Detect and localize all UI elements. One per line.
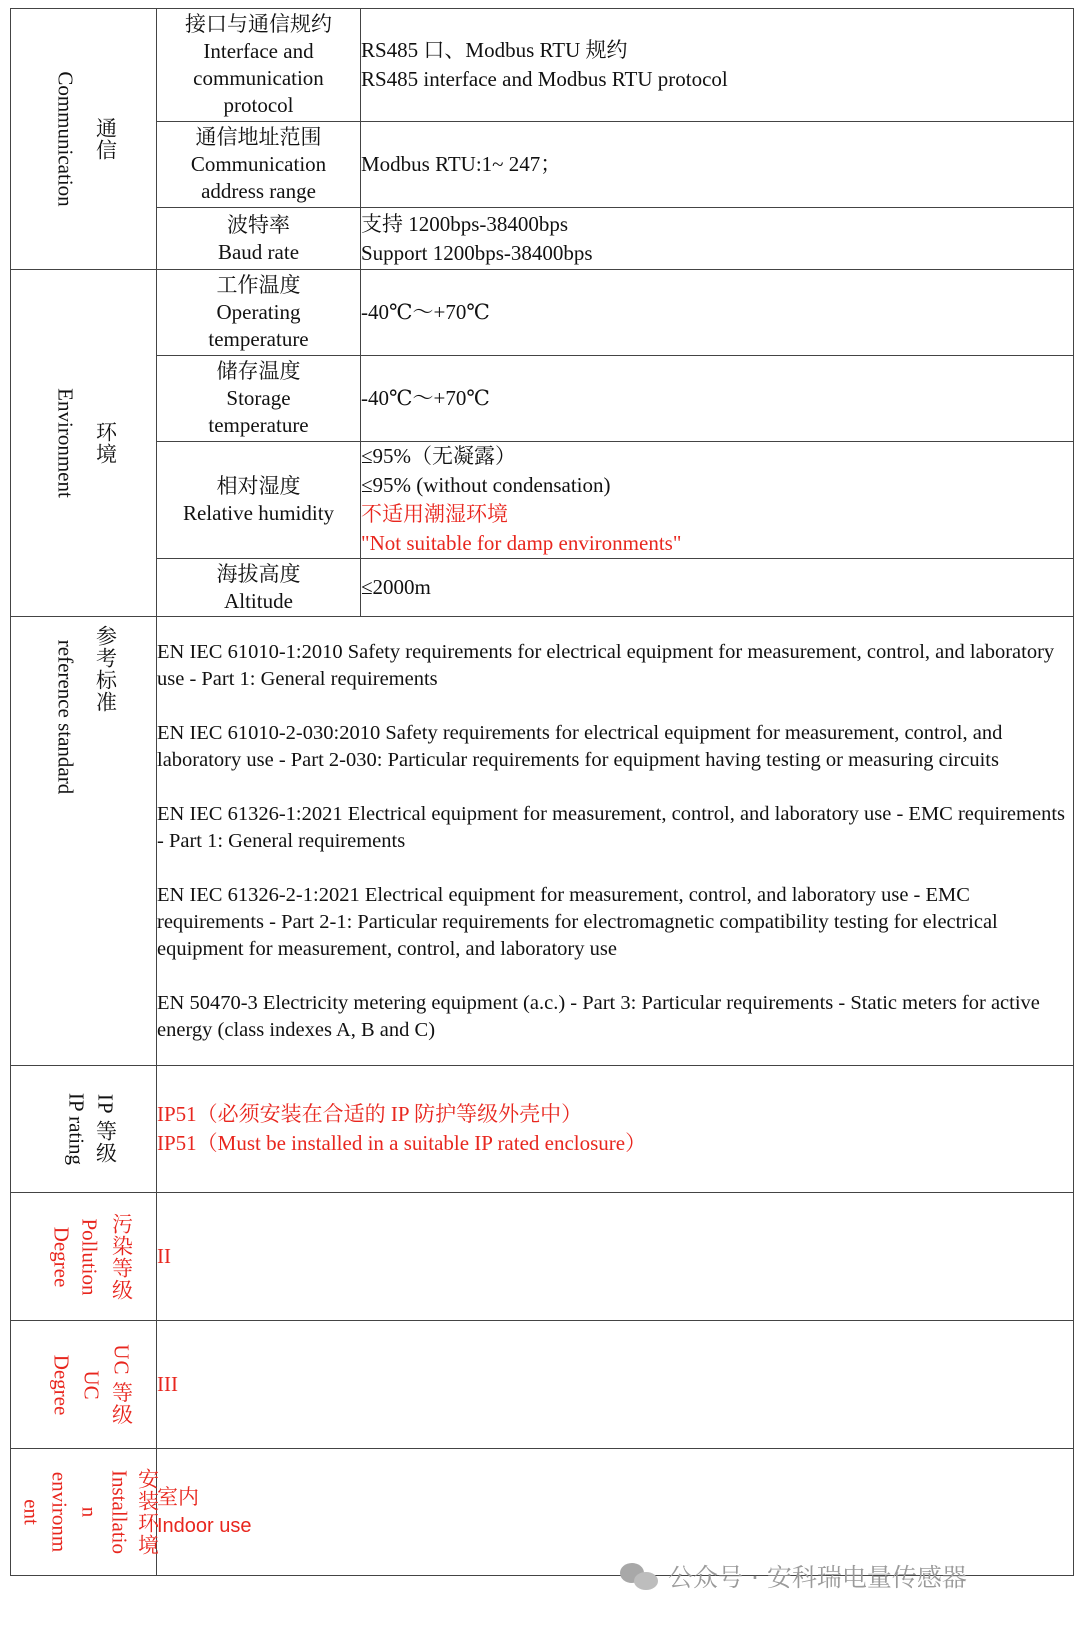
param-text: 相对湿度 bbox=[216, 474, 301, 498]
value-text: Indoor use bbox=[157, 1515, 252, 1537]
value-altitude bbox=[361, 559, 1074, 617]
value-text: 支持 1200bps-38400bps bbox=[361, 211, 569, 236]
param-text: communication bbox=[193, 66, 324, 90]
value-text: ≤95% (without condensation) bbox=[361, 473, 611, 497]
spec-table bbox=[10, 8, 1074, 1576]
group-communication bbox=[11, 9, 157, 270]
row-installation-environment bbox=[11, 1449, 1074, 1576]
group-installation-en-3: environm bbox=[47, 1471, 72, 1553]
group-pollution-en-1: Pollution bbox=[77, 1217, 102, 1296]
value-text: -40℃～+70℃ bbox=[361, 300, 490, 324]
param-text: protocol bbox=[223, 93, 294, 117]
param-text: 海拔高度 bbox=[216, 561, 301, 586]
value-uc-degree bbox=[157, 1321, 1074, 1449]
param-relative-humidity bbox=[157, 442, 361, 559]
value-text: ≤2000m bbox=[361, 575, 431, 599]
param-text: 储存温度 bbox=[216, 359, 301, 383]
value-text: RS485 interface and Modbus RTU protocol bbox=[361, 67, 728, 91]
param-text: Altitude bbox=[224, 588, 293, 613]
param-storage-temperature bbox=[157, 356, 361, 442]
group-installation-en-1: Installatio bbox=[107, 1470, 132, 1554]
group-ip-en: IP rating bbox=[64, 1092, 89, 1166]
row-storage-temperature bbox=[11, 356, 1074, 442]
value-text: RS485 口、Modbus RTU 规约 bbox=[361, 38, 628, 62]
group-communication-cn: 通信 bbox=[93, 117, 118, 161]
group-ip-cn: IP 等级 bbox=[93, 1093, 118, 1165]
standard-item: EN IEC 61010-2-030:2010 Safety requirements for electrical equipment for measurement, control, and laboratory use - Part 2-030: Particular requirements for equipment having testing or measuring circuits bbox=[157, 721, 1003, 771]
group-pollution-cn: 污染等级 bbox=[109, 1212, 134, 1301]
value-baud-rate bbox=[361, 208, 1074, 270]
group-installation-en-2: n bbox=[77, 1506, 102, 1518]
param-text: address range bbox=[201, 179, 316, 203]
param-text: Communication bbox=[190, 152, 327, 176]
row-interface-protocol bbox=[11, 9, 1074, 122]
standard-item: EN IEC 61010-1:2010 Safety requirements for electrical equipment for measurement, control, and laboratory use - Part 1: General requirements bbox=[157, 640, 1055, 690]
group-uc-en-1: UC bbox=[79, 1369, 104, 1400]
param-text: 接口与通信规约 bbox=[185, 12, 332, 36]
group-pollution-en-2: Degree bbox=[49, 1226, 74, 1287]
group-reference-en: reference standard bbox=[53, 639, 78, 795]
group-reference-cn: 参考标准 bbox=[93, 625, 118, 713]
param-baud-rate bbox=[157, 208, 361, 270]
value-text: Support 1200bps-38400bps bbox=[361, 240, 593, 265]
param-text: Operating bbox=[216, 300, 301, 324]
value-installation bbox=[157, 1449, 1074, 1576]
warning-text: "Not suitable for damp environments" bbox=[361, 531, 682, 555]
value-text: IP51（必须安装在合适的 IP 防护等级外壳中） bbox=[157, 1102, 583, 1126]
row-relative-humidity bbox=[11, 442, 1074, 559]
group-environment bbox=[11, 270, 157, 617]
value-storage-temperature bbox=[361, 356, 1074, 442]
row-uc-degree bbox=[11, 1321, 1074, 1449]
param-interface-protocol bbox=[157, 9, 361, 122]
group-communication-en: Communication bbox=[53, 71, 78, 207]
row-pollution-degree bbox=[11, 1193, 1074, 1321]
row-reference-standard bbox=[11, 617, 1074, 1066]
value-interface-protocol bbox=[361, 9, 1074, 122]
param-text: Relative humidity bbox=[182, 501, 335, 525]
value-text: Modbus RTU:1~ 247； bbox=[361, 152, 562, 176]
group-reference-standard bbox=[11, 617, 157, 1066]
param-text: temperature bbox=[208, 413, 309, 437]
param-text: temperature bbox=[208, 327, 309, 351]
row-altitude bbox=[11, 559, 1074, 617]
group-uc-cn: UC 等级 bbox=[109, 1343, 134, 1426]
standard-item: EN IEC 61326-1:2021 Electrical equipment for measurement, control, and laboratory use - EMC requirements - Part 1: General requirements bbox=[157, 802, 1065, 852]
value-text: IP51（Must be installed in a suitable IP rated enclosure） bbox=[157, 1131, 647, 1155]
standard-item: EN IEC 61326-2-1:2021 Electrical equipment for measurement, control, and laboratory use - EMC requirements - Part 2-1: Particular requirements for electromagnetic compatibility testing for electrical equipment for measurement, control, and laboratory use bbox=[157, 883, 998, 960]
standard-item: EN 50470-3 Electricity metering equipment (a.c.) - Part 3: Particular requirements - Static meters for active energy (class indexes A, B and C) bbox=[157, 991, 1040, 1041]
group-installation bbox=[11, 1449, 160, 1576]
value-text: 室内 bbox=[157, 1485, 199, 1509]
param-text: Baud rate bbox=[217, 239, 300, 264]
group-pollution-degree bbox=[11, 1193, 157, 1321]
group-environment-en: Environment bbox=[53, 388, 78, 498]
warning-text: 不适用潮湿环境 bbox=[361, 502, 508, 526]
param-text: 通信地址范围 bbox=[195, 125, 322, 149]
param-address-range bbox=[157, 122, 361, 208]
group-uc-en-2: Degree bbox=[49, 1354, 74, 1415]
wechat-icon bbox=[620, 1561, 660, 1591]
param-text: Storage bbox=[226, 386, 291, 410]
value-address-range bbox=[361, 122, 1074, 208]
value-text: II bbox=[157, 1244, 171, 1268]
value-text: -40℃～+70℃ bbox=[361, 386, 490, 410]
watermark-text: 公众号 · 安科瑞电量传感器 bbox=[668, 1563, 967, 1592]
group-environment-cn: 环境 bbox=[93, 421, 118, 465]
value-operating-temperature bbox=[361, 270, 1074, 356]
param-operating-temperature bbox=[157, 270, 361, 356]
value-pollution-degree bbox=[157, 1193, 1074, 1321]
param-text: 波特率 bbox=[227, 212, 290, 237]
value-ip-rating bbox=[157, 1066, 1074, 1193]
param-text: Interface and bbox=[203, 39, 314, 63]
group-installation-cn: 安装环境 bbox=[135, 1468, 160, 1556]
value-text: III bbox=[157, 1372, 178, 1396]
param-altitude bbox=[157, 559, 361, 617]
row-operating-temperature bbox=[11, 270, 1074, 356]
reference-standards-list bbox=[157, 617, 1074, 1066]
row-address-range bbox=[11, 122, 1074, 208]
row-baud-rate bbox=[11, 208, 1074, 270]
group-ip-rating bbox=[11, 1066, 157, 1193]
param-text: 工作温度 bbox=[216, 273, 301, 297]
value-text: ≤95%（无凝露） bbox=[361, 444, 517, 468]
group-uc-degree bbox=[11, 1321, 157, 1449]
watermark bbox=[620, 1558, 967, 1594]
group-installation-en-4: ent bbox=[19, 1499, 44, 1525]
value-relative-humidity bbox=[361, 442, 1074, 559]
row-ip-rating bbox=[11, 1066, 1074, 1193]
